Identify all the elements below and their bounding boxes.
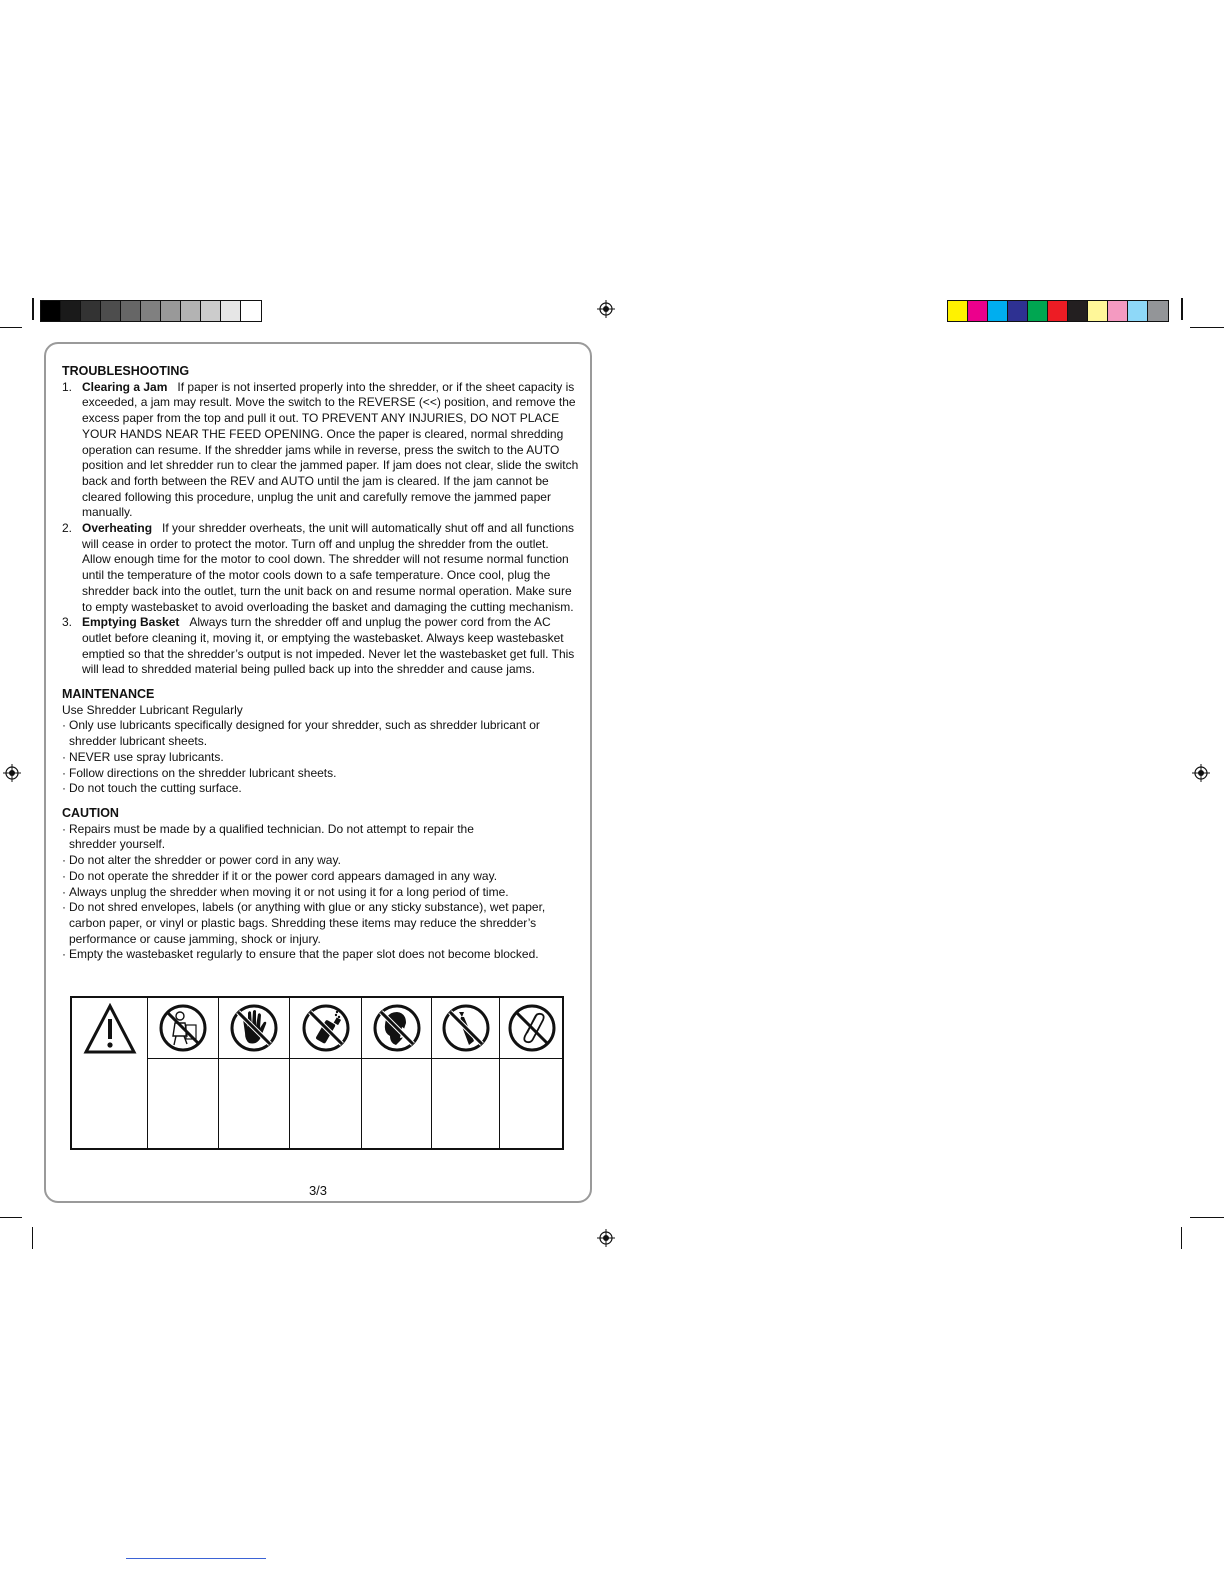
crop-mark — [1190, 327, 1224, 328]
item-number: 2. — [62, 521, 73, 536]
color-swatch — [181, 301, 201, 321]
color-swatch — [1088, 301, 1108, 321]
crop-mark — [32, 1227, 33, 1249]
item-text: Always turn the shredder off and unplug the power cord from the AC outlet before cleaning it, moving it, or emptying the wastebasket. Always keep wastebasket emptied so that the shredder’s output is not impeded. Never let the wastebasket get full. This will lead to shredded material being pulled back up into the shredder and cause jams. — [82, 615, 575, 677]
crop-mark — [32, 298, 34, 320]
color-swatch — [1148, 301, 1168, 321]
color-calibration-bar — [947, 300, 1169, 322]
manual-content — [62, 364, 580, 963]
list-item: · Do not touch the cutting surface. — [62, 781, 242, 796]
registration-mark-icon — [597, 300, 615, 318]
color-swatch — [1108, 301, 1128, 321]
list-item: · Only use lubricants specifically designed for your shredder, such as shredder lubricant or shredder lubricant sheets. — [62, 718, 540, 749]
no-paperclip-icon — [500, 1000, 564, 1056]
warning-icon-table — [70, 996, 564, 1150]
color-swatch — [41, 301, 61, 321]
warning-triangle-icon — [72, 998, 147, 1060]
color-swatch — [1128, 301, 1148, 321]
list-item: · Do not shred envelopes, labels (or anything with glue or any sticky substance), wet paper, carbon paper, or vinyl or plastic bags. Shredding these items may reduce the shredder’s performance or cause jamming, shock or injury. — [62, 900, 546, 946]
color-swatch — [1028, 301, 1048, 321]
crop-mark — [1190, 1217, 1224, 1218]
no-aerosol-icon — [290, 1000, 361, 1056]
maintenance-subtitle: Use Shredder Lubricant Regularly — [62, 702, 243, 717]
page-number: 3/3 — [308, 1183, 328, 1198]
item-label: Clearing a Jam — [82, 379, 168, 394]
color-swatch — [161, 301, 181, 321]
list-item: · NEVER use spray lubricants. — [62, 749, 224, 764]
color-swatch — [1068, 301, 1088, 321]
color-swatch — [241, 301, 261, 321]
item-number: 1. — [62, 379, 73, 394]
no-long-hair-icon — [362, 1000, 431, 1056]
color-swatch — [141, 301, 161, 321]
item-number: 3. — [62, 615, 73, 630]
item-text: If your shredder overheats, the unit will automatically shut off and all functions will cease in order to protect the motor. Turn off and unplug the shredder from the outlet. Allow enough time for the motor to cool down. The shredder will not resume normal function until the temperature of the motor cools down to a safe temperature. Once cool, plug the shredder back into the outlet, turn the unit back on and resume normal operation. Make sure to empty wastebasket to avoid overloading the basket and damaging the cutting mechanism. — [82, 521, 575, 614]
color-swatch — [101, 301, 121, 321]
troubleshooting-item — [62, 615, 580, 678]
color-swatch — [221, 301, 241, 321]
color-swatch — [201, 301, 221, 321]
list-item: · Do not alter the shredder or power cord in any way. — [62, 853, 341, 868]
color-swatch — [81, 301, 101, 321]
list-item: · Follow directions on the shredder lubricant sheets. — [62, 765, 337, 780]
list-item: · Always unplug the shredder when moving it or not using it for a long period of time. — [62, 884, 509, 899]
color-swatch — [1008, 301, 1028, 321]
crop-mark — [0, 327, 22, 328]
no-hands-icon — [219, 1000, 289, 1056]
troubleshooting-item — [62, 380, 580, 521]
color-swatch — [61, 301, 81, 321]
color-swatch — [948, 301, 968, 321]
registration-mark-icon — [1192, 764, 1210, 782]
item-label: Overheating — [82, 521, 153, 536]
troubleshooting-item — [62, 521, 580, 615]
crop-mark — [0, 1217, 22, 1218]
list-item: · Empty the wastebasket regularly to ensure that the paper slot does not become blocked. — [62, 947, 539, 962]
item-text: If paper is not inserted properly into the shredder, or if the sheet capacity is exceeded, a jam may result. Move the switch to the REVERSE (<<) position, and remove the excess paper from the top and pull it out. TO PREVENT ANY INJURIES, DO NOT PLACE YOUR HANDS NEAR THE FEED OPENING. Once the paper is cleared, normal shredding operation can resume. If the shredder jams while in reverse, press the switch to the AUTO position and let shredder run to clear the jammed paper. If jam does not clear, slide the switch back and forth between the REV and AUTO until the jam is cleared. If the jam cannot be cleared following this procedure, unplug the unit and carefully remove the jammed paper manually. — [82, 379, 579, 520]
maintenance-heading: MAINTENANCE — [62, 687, 155, 702]
caution-heading: CAUTION — [62, 805, 119, 820]
color-swatch — [1048, 301, 1068, 321]
crop-mark — [1181, 298, 1183, 320]
color-swatch — [968, 301, 988, 321]
no-necktie-icon — [432, 1000, 499, 1056]
list-item: · Repairs must be made by a qualified technician. Do not attempt to repair the shredder yourself. — [62, 821, 474, 852]
footer-rule — [126, 1558, 266, 1559]
registration-mark-icon — [597, 1229, 615, 1247]
crop-mark — [1181, 1227, 1182, 1249]
no-children-icon — [148, 1000, 218, 1056]
item-label: Emptying Basket — [82, 615, 180, 630]
color-swatch — [121, 301, 141, 321]
grayscale-calibration-bar — [40, 300, 262, 322]
troubleshooting-heading: TROUBLESHOOTING — [62, 364, 190, 378]
list-item: · Do not operate the shredder if it or the power cord appears damaged in any way. — [62, 868, 498, 883]
color-swatch — [988, 301, 1008, 321]
registration-mark-icon — [3, 764, 21, 782]
